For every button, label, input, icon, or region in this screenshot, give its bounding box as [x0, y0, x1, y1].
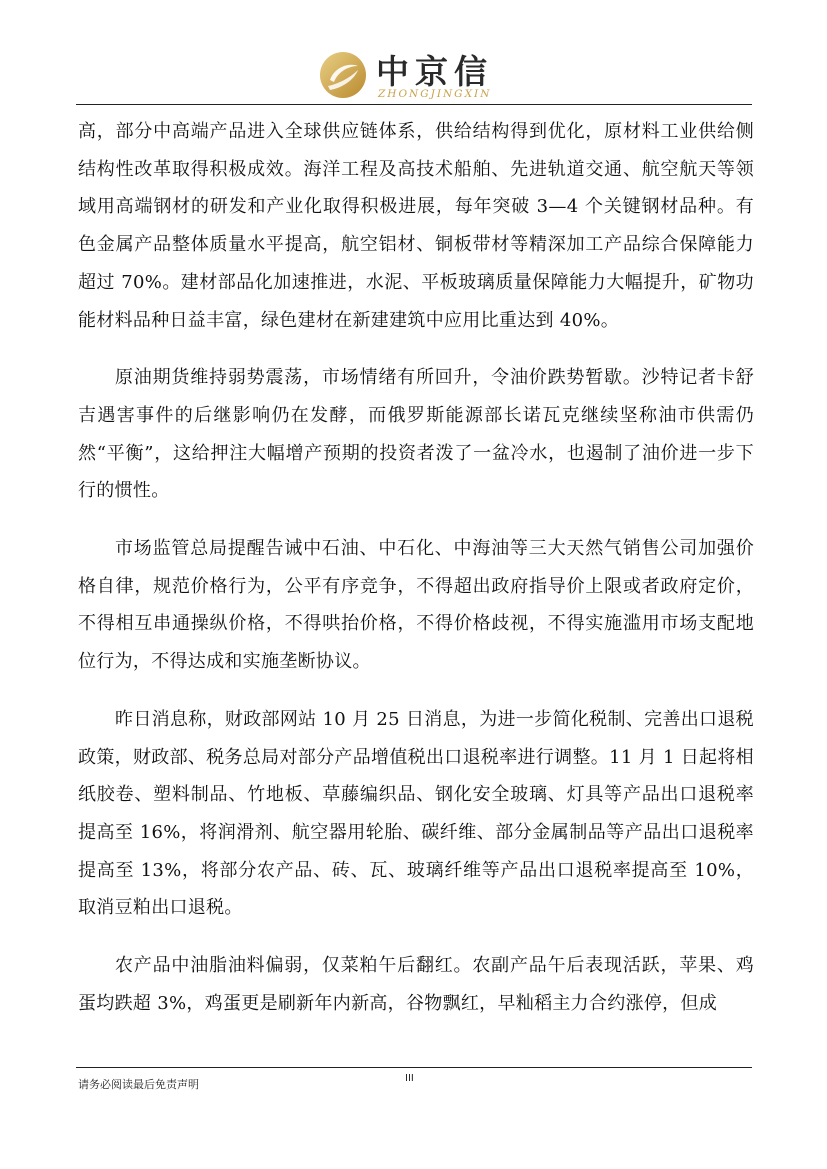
brand-subtitle: ZHONGJINGXIN [378, 88, 492, 100]
paragraph: 高，部分中高端产品进入全球供应链体系，供给结构得到优化，原材料工业供给侧结构性改革取得积极成效。海洋工程及高技术船舶、先进轨道交通、航空航天等领域用高端钢材的研发和产业化取得积极进展，每年突破 3—4 个关键钢材品种。有色金属产品整体质量水平提高，航空铝材、铜板带材等精深加工产品综合保障能力超过 70%。建材部品化加速推进，水泥、平板玻璃质量保障能力大幅提升，矿物功能材料品种日益丰富，绿色建材在新建建筑中应用比重达到 40%。 [78, 121, 754, 331]
disclaimer-note: 请务必阅读最后免责声明 [78, 1078, 199, 1091]
paragraph: 原油期货维持弱势震荡，市场情绪有所回升，令油价跌势暂歇。沙特记者卡舒吉遇害事件的后继影响仍在发酵，而俄罗斯能源部长诺瓦克继续坚称油市供需仍然“平衡”，这给押注大幅增产预期的投资者泼了一盆冷水，也遏制了油价进一步下行的惯性。 [78, 367, 754, 502]
paragraph: 昨日消息称，财政部网站 10 月 25 日消息，为进一步简化税制、完善出口退税政策，财政部、税务总局对部分产品增值税出口退税率进行调整。11 月 1 日起将相纸胶卷、塑料制品、竹地板、草藤编织品、钢化安全玻璃、灯具等产品出口退税率提高至 16%，将润滑剂、航空器用轮胎、碳纤维、部分金属制品等产品出口退税率提高至 13%，将部分农产品、砖、瓦、玻璃纤维等产品出口退税率提高至 10%，取消豆粕出口退税。 [78, 708, 754, 919]
paragraph: 农产品中油脂油料偏弱，仅菜粕午后翻红。农副产品午后表现活跃，苹果、鸡蛋均跌超 3%，鸡蛋更是刷新年内新高，谷物飘红，早籼稻主力合约涨停，但成 [78, 955, 754, 1014]
header-divider [76, 104, 752, 105]
paragraph: 市场监管总局提醒告诫中石油、中石化、中海油等三大天然气销售公司加强价格自律，规范价格行为，公平有序竞争，不得超出政府指导价上限或者政府定价，不得相互串通操纵价格，不得哄抬价格，不得价格歧视，不得实施滥用市场支配地位行为，不得达成和实施垄断协议。 [78, 538, 754, 673]
zj-logo-icon [318, 50, 368, 100]
page-header [0, 0, 827, 104]
footer-divider [76, 1067, 752, 1068]
page-number: III [405, 1073, 414, 1084]
brand-name: 中京信 [376, 52, 493, 91]
document-body [78, 113, 754, 1042]
